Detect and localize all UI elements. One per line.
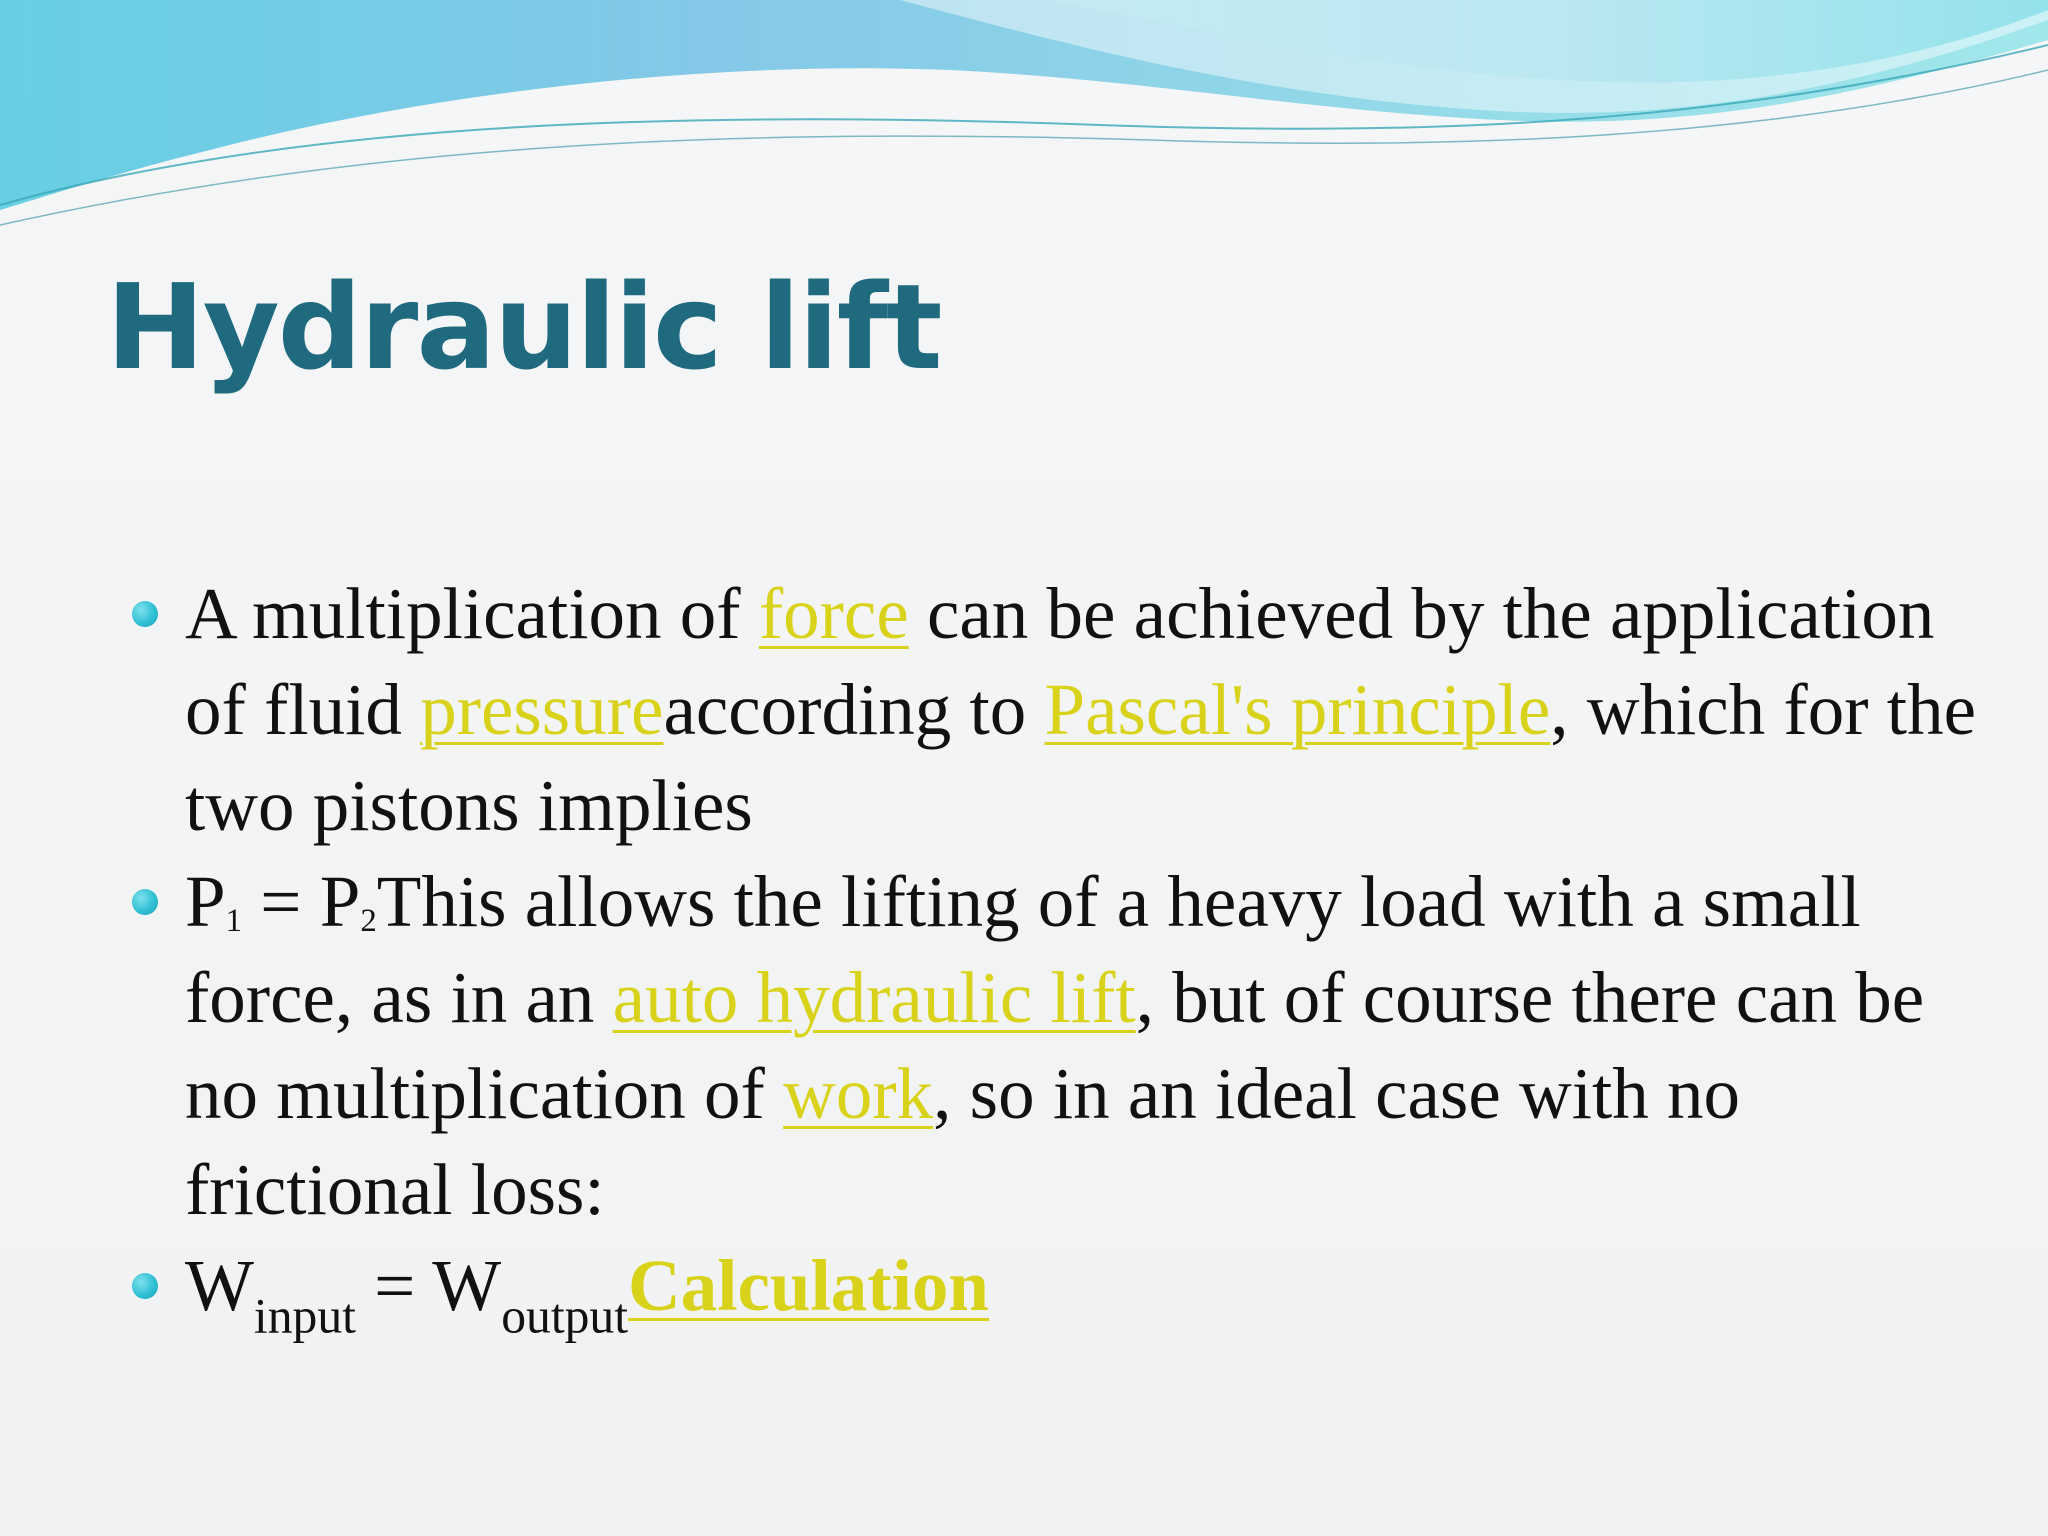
bullet-item-work-equality (128, 1238, 2008, 1344)
decorative-wave-header (0, 0, 2048, 240)
pressure-subscript: 1 (225, 902, 243, 939)
work-subscript: input (253, 1288, 356, 1344)
pascals-principle-link[interactable]: Pascal's principle (1044, 669, 1551, 750)
pressure-symbol: P (185, 861, 226, 942)
work-subscript: output (501, 1288, 629, 1344)
pressure-subscript: 2 (360, 902, 377, 939)
bullet-text: , which for the two pistons implies (185, 669, 1976, 846)
bullet-item-pressure-equality (128, 854, 2008, 1238)
bullet-text: can be achieved by the application of fluid (185, 573, 1935, 750)
filled-circle-bullet-icon (132, 889, 158, 915)
filled-circle-bullet-icon (132, 601, 158, 627)
bullet-item-pascal (128, 566, 2008, 854)
pressure-symbol: P (319, 861, 361, 942)
slide-title: Hydraulic lift (106, 258, 941, 396)
bullet-text: A multiplication of (185, 573, 759, 654)
bullet-list (128, 566, 2008, 1344)
equals-sign: = (355, 1245, 433, 1326)
bullet-text: , so in an ideal case with no frictional loss: (185, 1053, 1741, 1230)
filled-circle-bullet-icon (132, 1273, 158, 1299)
bullet-text: according to (663, 669, 1045, 750)
bullet-text: This allows the lifting of a heavy load with a small force, as in an (185, 861, 1861, 1038)
equals-sign: = (242, 861, 320, 942)
work-symbol: W (185, 1245, 254, 1326)
bullet-text: , but of course there can be no multiplication of (185, 957, 1925, 1134)
work-symbol: W (432, 1245, 502, 1326)
work-link[interactable]: work (783, 1053, 934, 1134)
pressure-link[interactable]: pressure (420, 669, 664, 750)
auto-hydraulic-lift-link[interactable]: auto hydraulic lift (612, 957, 1136, 1038)
force-link[interactable]: force (758, 573, 909, 654)
calculation-link[interactable]: Calculation (628, 1245, 989, 1326)
